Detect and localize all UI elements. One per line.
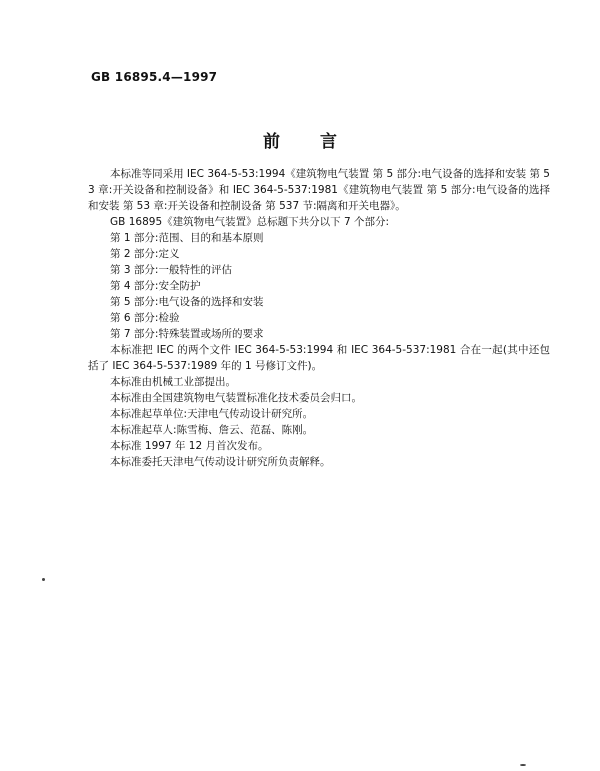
list-item-part-4: 第 4 部分:安全防护	[110, 280, 201, 292]
list-item-part-6: 第 6 部分:检验	[110, 312, 180, 324]
list-item-part-7: 第 7 部分:特殊装置或场所的要求	[110, 328, 264, 340]
list-item-part-5: 第 5 部分:电气设备的选择和安装	[110, 296, 264, 308]
paragraph-drafting-unit: 本标准起草单位:天津电气传动设计研究所。	[110, 408, 314, 420]
paragraph-adoption: 本标准等同采用 IEC 364-5-53:1994《建筑物电气装置 第 5 部分:电气设备的选择和安装 第 53 章:开关设备和控制设备》和 IEC 364-5-537:1981《建筑物电气装置 第 5 部分:电气设备的选择和安装 第 53 章:开关设备和控制设备 第 537 节:隔离和开关电器》。	[88, 168, 550, 212]
document-code: GB 16895.4—1997	[91, 70, 218, 84]
list-item-part-2: 第 2 部分:定义	[110, 248, 180, 260]
foreword-body	[88, 166, 550, 470]
paragraph-release: 本标准 1997 年 12 月首次发布。	[110, 440, 269, 452]
list-item-part-3: 第 3 部分:一般特性的评估	[110, 264, 232, 276]
scan-speck	[42, 578, 45, 581]
paragraph-proposer: 本标准由机械工业部提出。	[110, 376, 237, 388]
paragraph-merge-note: 本标准把 IEC 的两个文件 IEC 364-5-53:1994 和 IEC 364-5-537:1981 合在一起(其中还包括了 IEC 364-5-537:1989 年的 1 号修订文件)。	[88, 344, 550, 372]
paragraph-interpretation: 本标准委托天津电气传动设计研究所负责解释。	[110, 456, 331, 468]
scan-speck	[520, 764, 526, 766]
paragraph-series-intro: GB 16895《建筑物电气装置》总标题下共分以下 7 个部分:	[110, 216, 390, 228]
page-title: 前言	[263, 132, 377, 152]
paragraph-committee: 本标准由全国建筑物电气装置标准化技术委员会归口。	[110, 392, 363, 404]
paragraph-drafters: 本标准起草人:陈雪梅、詹云、范磊、陈刚。	[110, 424, 314, 436]
list-item-part-1: 第 1 部分:范围、目的和基本原则	[110, 232, 264, 244]
